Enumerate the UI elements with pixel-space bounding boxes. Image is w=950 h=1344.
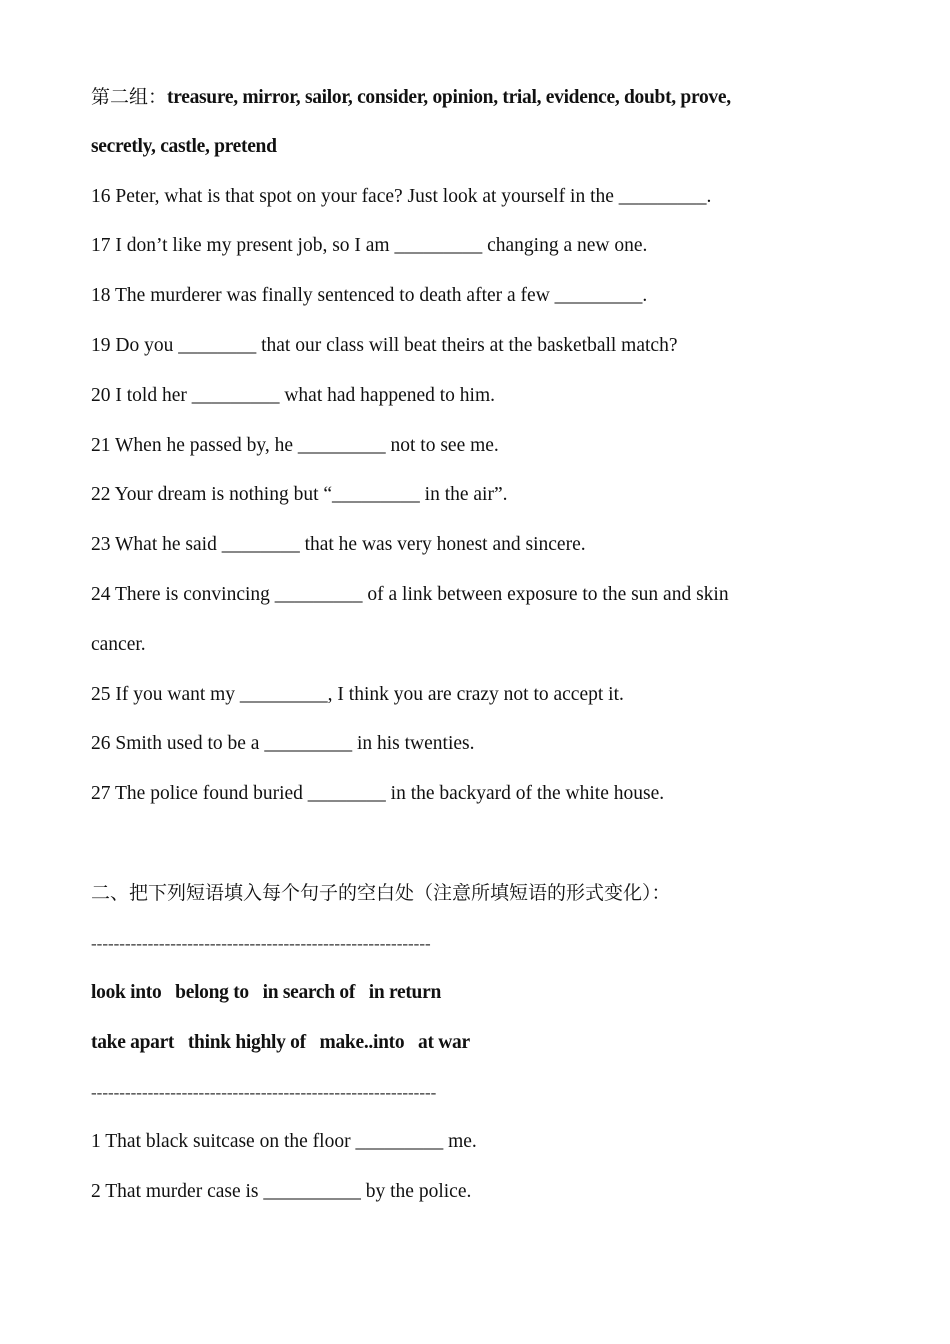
phrase-divider-bottom: ------------------------------------------------------------- (91, 1083, 437, 1102)
sentence-26: 26 Smith used to be a _________ in his twenties. (91, 733, 475, 754)
sentence-18: 18 The murderer was finally sentenced to death after a few _________. (91, 285, 648, 306)
section2-item-2: 2 That murder case is __________ by the police. (91, 1181, 472, 1202)
group2-words-line1: treasure, mirror, sailor, consider, opinion, trial, evidence, doubt, prove, (167, 87, 731, 108)
sentence-16: 16 Peter, what is that spot on your face? Just look at yourself in the _________. (91, 186, 712, 207)
group2-header (91, 85, 731, 110)
sentence-23: 23 What he said ________ that he was very honest and sincere. (91, 534, 586, 555)
phrase-bank-line2: take apart think highly of make..into at war (91, 1032, 470, 1053)
sentence-25: 25 If you want my _________, I think you are crazy not to accept it. (91, 684, 624, 705)
phrase-divider-top: ------------------------------------------------------------ (91, 934, 431, 953)
sentence-21: 21 When he passed by, he _________ not to see me. (91, 435, 499, 456)
group2-words-line2: secretly, castle, pretend (91, 136, 277, 157)
sentence-22: 22 Your dream is nothing but “_________ in the air”. (91, 484, 508, 505)
group2-label: 第二组： (91, 86, 168, 108)
sentence-24: 24 There is convincing _________ of a link between exposure to the sun and skin (91, 584, 729, 605)
section2-item-1: 1 That black suitcase on the floor _________ me. (91, 1131, 477, 1152)
section2-heading: 二、把下列短语填入每个句子的空白处（注意所填短语的形式变化）： (91, 882, 671, 904)
sentence-20: 20 I told her _________ what had happened to him. (91, 385, 496, 406)
sentence-27: 27 The police found buried ________ in the backyard of the white house. (91, 783, 665, 804)
sentence-24-continued: cancer. (91, 634, 146, 655)
sentence-19: 19 Do you ________ that our class will beat theirs at the basketball match? (91, 335, 678, 356)
sentence-17: 17 I don’t like my present job, so I am _________ changing a new one. (91, 235, 648, 256)
phrase-bank-line1: look into belong to in search of in return (91, 982, 441, 1003)
